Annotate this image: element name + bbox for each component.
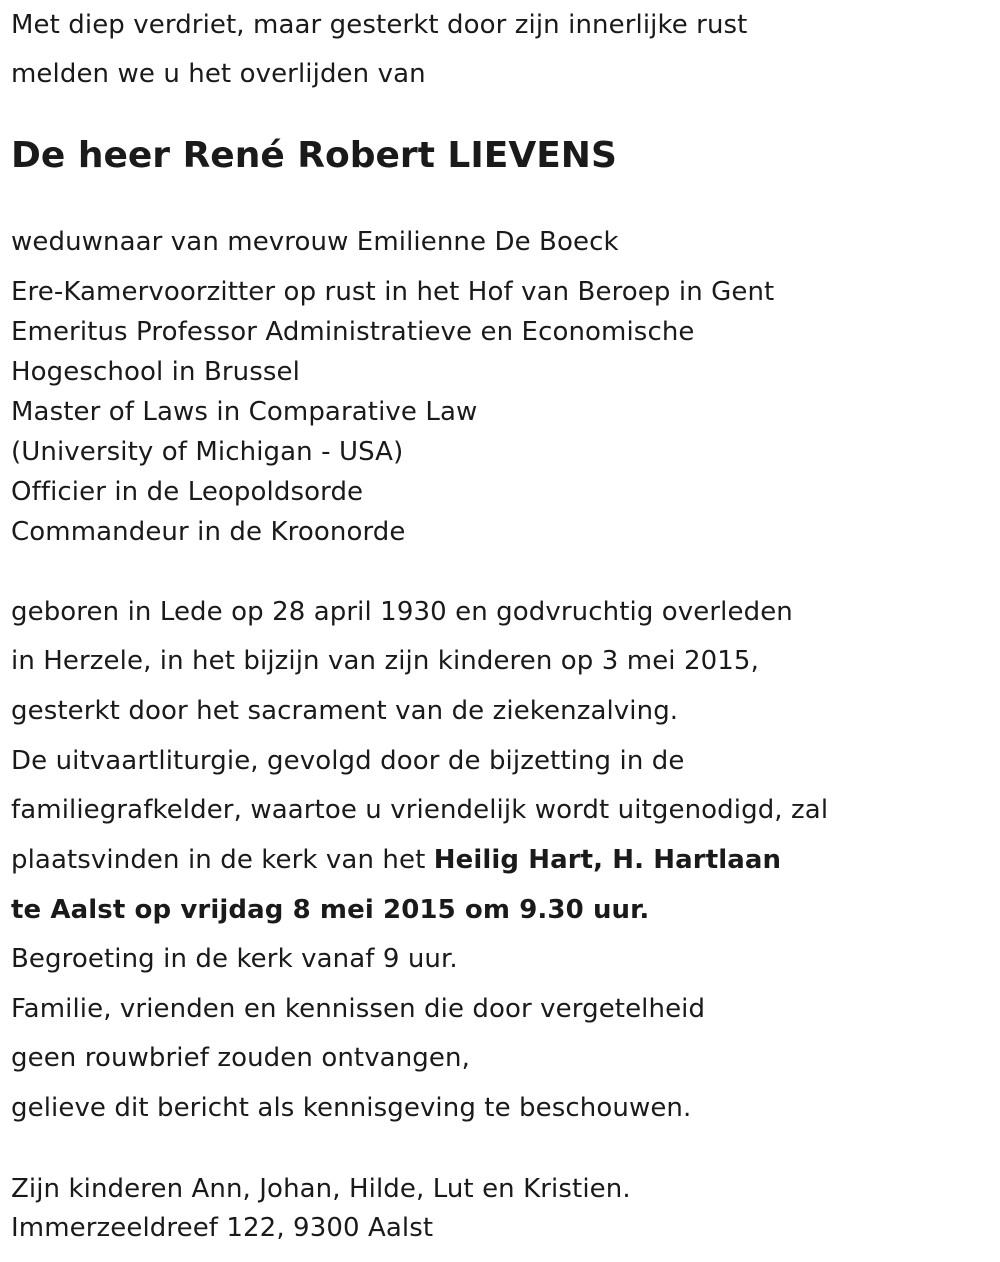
widower-line: weduwnaar van mevrouw Emilienne De Boeck <box>11 227 619 257</box>
intro-line-2: melden we u het overlijden van <box>11 59 426 89</box>
notice-line-3: gelieve dit bericht als kennisgeving te beschouwen. <box>11 1093 692 1123</box>
intro-line-1: Met diep verdriet, maar gesterkt door zijn innerlijke rust <box>11 10 748 40</box>
title-line: Commandeur in de Kroonorde <box>11 517 406 547</box>
title-line: (University of Michigan - USA) <box>11 437 404 467</box>
funeral-line-2: familiegrafkelder, waartoe u vriendelijk wordt uitgenodigd, zal <box>11 795 829 825</box>
children-line: Zijn kinderen Ann, Johan, Hilde, Lut en Kristien. <box>11 1174 631 1204</box>
sacrament-line: gesterkt door het sacrament van de ziekenzalving. <box>11 696 679 726</box>
death-line: in Herzele, in het bijzijn van zijn kinderen op 3 mei 2015, <box>11 646 759 676</box>
title-line: Hogeschool in Brussel <box>11 357 300 387</box>
title-line: Ere-Kamervoorzitter op rust in het Hof van Beroep in Gent <box>11 277 775 307</box>
deceased-name: De heer René Robert LIEVENS <box>11 135 617 176</box>
title-line: Master of Laws in Comparative Law <box>11 397 478 427</box>
notice-line-2: geen rouwbrief zouden ontvangen, <box>11 1043 470 1073</box>
address-line: Immerzeeldreef 122, 9300 Aalst <box>11 1213 434 1243</box>
title-line: Emeritus Professor Administratieve en Economische <box>11 317 695 347</box>
greeting-line: Begroeting in de kerk vanaf 9 uur. <box>11 944 458 974</box>
title-line: Officier in de Leopoldsorde <box>11 477 364 507</box>
funeral-line-3 <box>11 847 781 873</box>
church-location: Heilig Hart, H. Hartlaan <box>433 845 782 875</box>
funeral-line-1: De uitvaartliturgie, gevolgd door de bijzetting in de <box>11 746 685 776</box>
notice-line-1: Familie, vrienden en kennissen die door vergetelheid <box>11 994 706 1024</box>
birth-line: geboren in Lede op 28 april 1930 en godvruchtig overleden <box>11 597 793 627</box>
funeral-date-time: te Aalst op vrijdag 8 mei 2015 om 9.30 uur. <box>11 895 650 925</box>
funeral-line-3-text: plaatsvinden in de kerk van het <box>11 845 434 875</box>
